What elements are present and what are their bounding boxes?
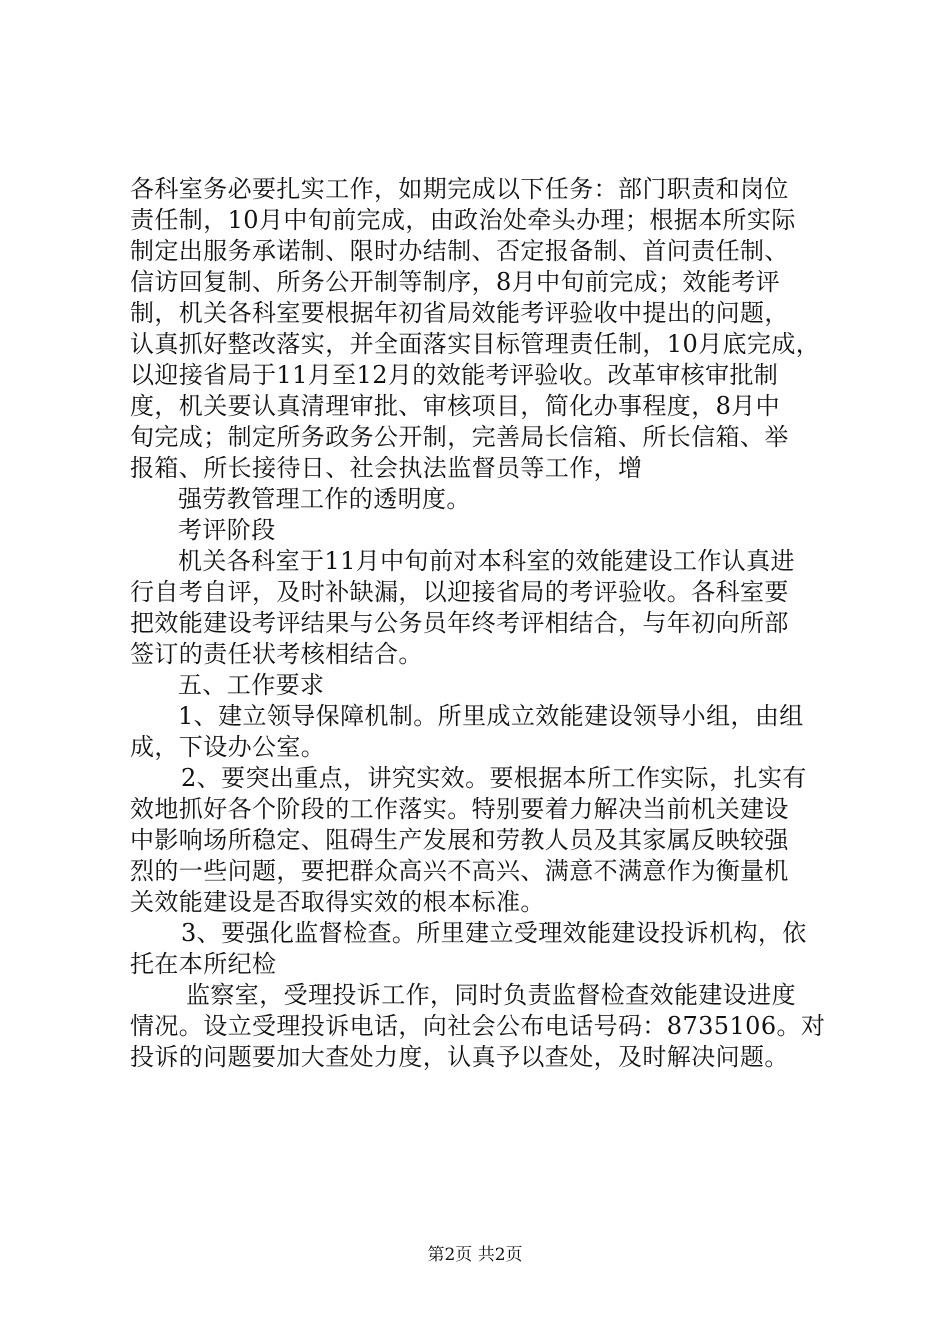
text-line: 强劳教管理工作的透明度。 bbox=[178, 485, 471, 513]
text-line: 中影响场所稳定、阻碍生产发展和劳教人员及其家属反映较强 bbox=[130, 826, 789, 854]
text-line: 2、要突出重点，讲究实效。要根据本所工作实际，扎实有 bbox=[181, 764, 807, 792]
section-heading: 五、工作要求 bbox=[178, 671, 325, 699]
text-line: 投诉的问题要加大查处力度，认真予以查处，及时解决问题。 bbox=[130, 1043, 789, 1071]
section-heading: 考评阶段 bbox=[178, 516, 276, 544]
text-line: 各科室务必要扎实工作，如期完成以下任务：部门职责和岗位 bbox=[130, 175, 789, 203]
text-line: 制，机关各科室要根据年初省局效能考评验收中提出的问题， bbox=[130, 299, 789, 327]
text-line: 以迎接省局于11月至12月的效能考评验收。改革审核审批制 bbox=[130, 361, 779, 389]
text-line: 行自考自评，及时补缺漏，以迎接省局的考评验收。各科室要 bbox=[130, 578, 789, 606]
text-line: 制定出服务承诺制、限时办结制、否定报备制、首问责任制、 bbox=[130, 237, 789, 265]
text-line: 情况。设立受理投诉电话，向社会公布电话号码：8735106。对 bbox=[130, 1012, 826, 1040]
text-line: 度，机关要认真清理审批、审核项目，简化办事程度，8月中 bbox=[130, 392, 781, 420]
text-line: 把效能建设考评结果与公务员年终考评相结合，与年初向所部 bbox=[130, 609, 789, 637]
text-line: 签订的责任状考核相结合。 bbox=[130, 640, 423, 668]
text-line: 关效能建设是否取得实效的根本标准。 bbox=[130, 888, 545, 916]
text-line: 旬完成；制定所务政务公开制，完善局长信箱、所长信箱、举 bbox=[130, 423, 789, 451]
text-line: 机关各科室于11月中旬前对本科室的效能建设工作认真进 bbox=[178, 547, 795, 575]
text-line: 3、要强化监督检查。所里建立受理效能建设投诉机构，依 bbox=[181, 919, 807, 947]
text-line: 效地抓好各个阶段的工作落实。特别要着力解决当前机关建设 bbox=[130, 795, 789, 823]
text-line: 信访回复制、所务公开制等制序，8月中旬前完成；效能考评 bbox=[130, 268, 781, 296]
text-line: 托在本所纪检 bbox=[130, 950, 277, 978]
page-number-label: 第2页 共2页 bbox=[427, 1245, 523, 1265]
text-line: 报箱、所长接待日、社会执法监督员等工作，增 bbox=[130, 454, 643, 482]
text-line: 烈的一些问题，要把群众高兴不高兴、满意不满意作为衡量机 bbox=[130, 857, 789, 885]
text-line: 认真抓好整改落实，并全面落实目标管理责任制，10月底完成， bbox=[130, 330, 821, 358]
text-line: 责任制，10月中旬前完成，由政治处牵头办理；根据本所实际 bbox=[130, 206, 796, 234]
page-footer bbox=[0, 1243, 950, 1267]
text-line: 1、建立领导保障机制。所里成立效能建设领导小组，由组 bbox=[178, 702, 804, 730]
text-line: 监察室，受理投诉工作，同时负责监督检查效能建设进度 bbox=[186, 981, 796, 1009]
text-line: 成，下设办公室。 bbox=[130, 733, 326, 761]
document-body bbox=[130, 174, 850, 1073]
